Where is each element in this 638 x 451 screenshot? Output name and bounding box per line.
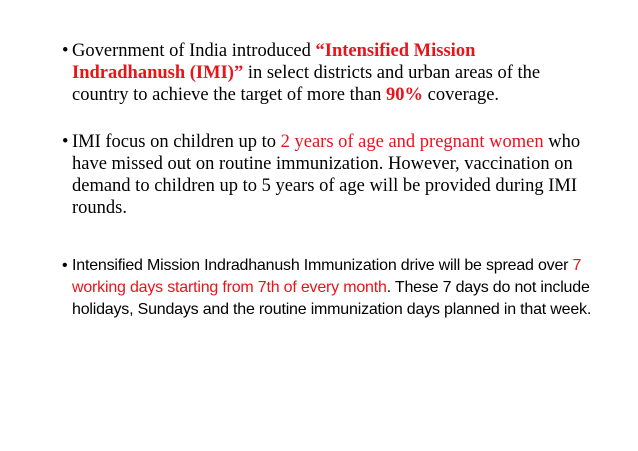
bullet-imi-drive-schedule <box>62 255 592 321</box>
bullet-imi-focus <box>62 131 592 219</box>
bullet-text-plain: IMI focus on children up to <box>72 132 281 152</box>
bullet-dot: • <box>62 132 69 152</box>
bullet-text-plain: . These 7 days do not include holidays, Sundays and the routine immunization days planned in that week. <box>72 279 592 318</box>
bullet-text-plain: Intensified Mission Indradhanush Immunization drive will be spread over <box>72 257 573 274</box>
bullet-imi-introduction <box>62 40 592 106</box>
bullet-text-highlight: 2 years of age and pregnant women <box>280 132 544 152</box>
bullet-text-highlight: 7 working days starting from 7th of every month <box>72 257 582 296</box>
bullet-text-highlight: “Intensified Mission Indradhanush (IMI)” <box>72 41 476 83</box>
bullet-text-plain: who have missed out on routine immunization. However, vaccination on demand to children up to 5 years of age will be provided during IMI rounds. <box>72 132 581 218</box>
bullet-text-highlight: 90% <box>386 85 424 105</box>
bullet-text-plain: in select districts and urban areas of the country to achieve the target of more than <box>72 63 541 105</box>
bullet-text-plain: Government of India introduced <box>72 41 316 61</box>
bullet-dot: • <box>62 257 68 274</box>
bullet-dot: • <box>62 41 69 61</box>
bullet-text-plain: coverage. <box>423 85 500 105</box>
